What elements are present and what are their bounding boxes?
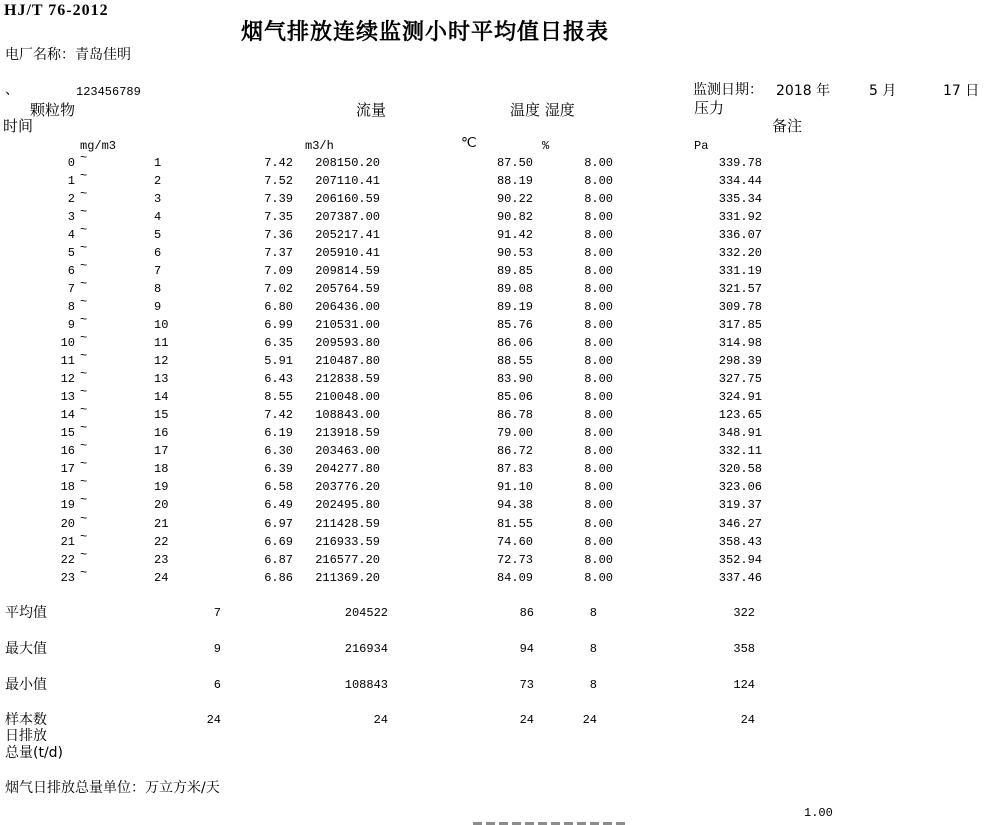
column-header-remark: 备注 <box>772 117 803 135</box>
daily-emission-label-line2: 总量(t/d) <box>5 745 64 761</box>
summary-pressure: 358 <box>733 642 755 656</box>
humidity-value: 8.00 <box>584 372 613 387</box>
table-row <box>0 331 993 352</box>
tilde-separator: ~ <box>80 511 88 526</box>
flow-value: 108843.00 <box>315 408 380 423</box>
temperature-value: 90.22 <box>496 191 533 206</box>
temperature-value: 85.76 <box>496 317 533 332</box>
humidity-value: 8.00 <box>584 570 613 585</box>
table-row <box>0 439 993 460</box>
table-row <box>0 475 993 496</box>
humidity-value: 8.00 <box>584 462 613 477</box>
particulate-value: 6.30 <box>264 444 293 459</box>
table-row <box>0 547 993 569</box>
summary-row <box>0 677 993 693</box>
particulate-value: 7.52 <box>264 173 293 188</box>
tilde-separator: ~ <box>80 421 88 436</box>
column-header-flow: 流量 <box>356 101 387 119</box>
table-row <box>0 565 993 587</box>
hour-start: 9 <box>67 317 75 332</box>
flow-value: 209593.80 <box>315 336 380 350</box>
hour-end: 14 <box>154 390 169 405</box>
plant-name-value: 青岛佳明 <box>75 47 131 63</box>
flow-value: 203463.00 <box>315 444 380 459</box>
table-row <box>0 240 993 262</box>
emission-unit-note: 烟气日排放总量单位：万立方米/天 <box>5 780 220 796</box>
humidity-value: 8.00 <box>584 354 613 369</box>
tilde-separator: ~ <box>80 150 88 165</box>
monitor-date-year: 2018 年 <box>776 83 831 99</box>
tilde-separator: ~ <box>80 493 88 508</box>
hour-start: 6 <box>67 263 75 278</box>
serial-number: 123456789 <box>76 85 141 99</box>
pressure-value: 321.57 <box>718 281 762 296</box>
monitor-date-month: 5 月 <box>869 83 897 99</box>
particulate-value: 7.35 <box>264 209 293 224</box>
column-header-temp-humidity: 温度 湿度 <box>510 101 575 119</box>
flow-value: 212838.59 <box>315 372 380 387</box>
hour-end: 24 <box>154 570 169 585</box>
summary-temperature: 24 <box>519 713 534 727</box>
humidity-value: 8.00 <box>584 281 613 296</box>
humidity-value: 8.00 <box>584 444 613 459</box>
pressure-value: 323.06 <box>718 480 762 495</box>
summary-flow: 204522 <box>344 606 388 620</box>
hour-start: 4 <box>67 227 75 242</box>
pressure-value: 334.44 <box>718 173 762 188</box>
particulate-value: 5.91 <box>264 354 293 369</box>
summary-flow: 108843 <box>344 678 388 692</box>
summary-temperature: 86 <box>519 606 534 620</box>
humidity-value: 8.00 <box>584 498 613 513</box>
tilde-separator: ~ <box>80 349 88 364</box>
hour-start: 21 <box>60 534 75 549</box>
plant-name-line <box>5 47 131 63</box>
hour-end: 23 <box>154 552 169 567</box>
flow-value: 205217.41 <box>315 227 380 242</box>
monitor-date-day: 17 日 <box>943 83 980 99</box>
hour-end: 8 <box>154 281 162 296</box>
flow-value: 205764.59 <box>315 281 380 296</box>
pressure-value: 332.20 <box>718 245 762 260</box>
pressure-value: 346.27 <box>718 516 762 531</box>
temperature-value: 86.72 <box>496 444 533 459</box>
table-row <box>0 186 993 208</box>
temperature-value: 87.50 <box>496 155 533 170</box>
tilde-separator: ~ <box>80 457 88 472</box>
temperature-value: 89.19 <box>496 299 533 314</box>
hour-end: 10 <box>154 317 169 332</box>
flow-value: 207110.41 <box>315 173 380 188</box>
table-row <box>0 349 993 370</box>
hour-start: 18 <box>60 480 75 495</box>
table-row <box>0 457 993 478</box>
hour-end: 20 <box>154 498 169 513</box>
column-header-pressure: 压力 <box>694 99 725 117</box>
humidity-value: 8.00 <box>584 408 613 423</box>
daily-emission-label-line1: 日排放 <box>5 728 47 744</box>
summary-row <box>0 712 993 728</box>
hour-end: 5 <box>154 227 162 242</box>
temperature-value: 86.06 <box>496 336 533 350</box>
temperature-value: 86.78 <box>496 408 533 423</box>
temperature-value: 85.06 <box>496 390 533 405</box>
scale-value: 1.00 <box>804 806 833 820</box>
hour-end: 2 <box>154 173 162 188</box>
table-row <box>0 168 993 190</box>
temperature-value: 88.55 <box>496 354 533 369</box>
report-title: 烟气排放连续监测小时平均值日报表 <box>240 20 609 45</box>
summary-temperature: 94 <box>519 642 534 656</box>
hour-start: 3 <box>67 209 75 224</box>
particulate-value: 6.43 <box>264 372 293 387</box>
pressure-value: 348.91 <box>718 426 762 441</box>
hour-end: 19 <box>154 480 169 495</box>
summary-humidity: 8 <box>589 678 597 692</box>
tilde-separator: ~ <box>80 331 88 345</box>
particulate-value: 6.87 <box>264 552 293 567</box>
hour-end: 15 <box>154 408 169 423</box>
hour-start: 23 <box>60 570 75 585</box>
summary-label: 样本数 <box>5 712 47 728</box>
temperature-value: 89.85 <box>496 263 533 278</box>
flow-value: 206436.00 <box>315 299 380 314</box>
pressure-value: 336.07 <box>718 227 762 242</box>
flow-value: 211428.59 <box>315 516 380 531</box>
pressure-value: 335.34 <box>718 191 762 206</box>
humidity-value: 8.00 <box>584 227 613 242</box>
tilde-separator: ~ <box>80 529 88 544</box>
table-row <box>0 421 993 442</box>
hour-end: 16 <box>154 426 169 441</box>
tilde-separator: ~ <box>80 312 88 327</box>
humidity-value: 8.00 <box>584 480 613 495</box>
temperature-value: 90.53 <box>496 245 533 260</box>
humidity-value: 8.00 <box>584 534 613 549</box>
tilde-separator: ~ <box>80 276 88 291</box>
unit-particulate: mg/m3 <box>80 139 117 153</box>
particulate-value: 6.39 <box>264 462 293 477</box>
tilde-separator: ~ <box>80 186 88 201</box>
pressure-value: 358.43 <box>718 534 762 549</box>
hour-end: 7 <box>154 263 162 278</box>
summary-row <box>0 641 993 657</box>
flow-value: 207387.00 <box>315 209 380 224</box>
humidity-value: 8.00 <box>584 390 613 405</box>
hour-start: 2 <box>67 191 75 206</box>
particulate-value: 7.42 <box>264 408 293 423</box>
list-mark: 、 <box>5 82 19 98</box>
humidity-value: 8.00 <box>584 191 613 206</box>
table-row <box>0 222 993 244</box>
temperature-value: 72.73 <box>496 552 533 567</box>
hour-end: 18 <box>154 462 169 477</box>
hour-start: 10 <box>60 336 75 350</box>
pressure-value: 337.46 <box>718 570 762 585</box>
summary-humidity: 24 <box>582 713 597 727</box>
unit-humidity: % <box>542 139 550 153</box>
hour-start: 0 <box>67 155 75 170</box>
flow-value: 205910.41 <box>315 245 380 260</box>
particulate-value: 6.99 <box>264 317 293 332</box>
plant-name-label: 电厂名称： <box>5 47 75 63</box>
temperature-value: 88.19 <box>496 173 533 188</box>
tilde-separator: ~ <box>80 439 88 454</box>
hour-start: 22 <box>60 552 75 567</box>
tilde-separator: ~ <box>80 240 88 255</box>
column-header-time: 时间 <box>3 117 34 135</box>
table-row <box>0 385 993 406</box>
hour-end: 9 <box>154 299 162 314</box>
particulate-value: 6.35 <box>264 336 293 350</box>
humidity-value: 8.00 <box>584 173 613 188</box>
pressure-value: 298.39 <box>718 354 762 369</box>
summary-particulate: 7 <box>213 606 221 620</box>
table-row <box>0 312 993 334</box>
particulate-value: 7.42 <box>264 155 293 170</box>
particulate-value: 6.86 <box>264 570 293 585</box>
hour-start: 20 <box>60 516 75 531</box>
hour-start: 1 <box>67 173 75 188</box>
summary-label: 最大值 <box>5 641 47 657</box>
tilde-separator: ~ <box>80 565 88 580</box>
table-row <box>0 529 993 551</box>
table-row <box>0 511 993 533</box>
monitor-date-label: 监测日期： <box>693 82 763 98</box>
pressure-value: 309.78 <box>718 299 762 314</box>
summary-pressure: 124 <box>733 678 755 692</box>
tilde-separator: ~ <box>80 547 88 562</box>
pressure-value: 324.91 <box>718 390 762 405</box>
hour-start: 15 <box>60 426 75 441</box>
summary-humidity: 8 <box>589 606 597 620</box>
particulate-value: 6.80 <box>264 299 293 314</box>
hour-end: 1 <box>154 155 162 170</box>
column-header-particulate: 颗粒物 <box>30 101 76 119</box>
summary-pressure: 24 <box>740 713 755 727</box>
pressure-value: 123.65 <box>718 408 762 423</box>
hour-start: 7 <box>67 281 75 296</box>
table-row <box>0 294 993 316</box>
table-row <box>0 403 993 424</box>
humidity-value: 8.00 <box>584 299 613 314</box>
hour-start: 17 <box>60 462 75 477</box>
table-row <box>0 204 993 226</box>
pressure-value: 331.19 <box>718 263 762 278</box>
summary-particulate: 9 <box>213 642 221 656</box>
table-row <box>0 150 993 172</box>
tilde-separator: ~ <box>80 204 88 219</box>
hour-end: 3 <box>154 191 162 206</box>
hour-end: 11 <box>154 336 169 350</box>
particulate-value: 6.49 <box>264 498 293 513</box>
flow-value: 211369.20 <box>315 570 380 585</box>
hour-start: 16 <box>60 444 75 459</box>
unit-pressure: Pa <box>694 139 709 153</box>
tilde-separator: ~ <box>80 367 88 382</box>
summary-particulate: 24 <box>206 713 221 727</box>
standard-number: HJ/T 76-2012 <box>4 2 109 19</box>
particulate-value: 7.37 <box>264 245 293 260</box>
unit-flow: m3/h <box>305 139 334 153</box>
hour-end: 6 <box>154 245 162 260</box>
pressure-value: 331.92 <box>718 209 762 224</box>
flow-value: 202495.80 <box>315 498 380 513</box>
tilde-separator: ~ <box>80 385 88 400</box>
summary-humidity: 8 <box>589 642 597 656</box>
particulate-value: 6.19 <box>264 426 293 441</box>
flow-value: 210048.00 <box>315 390 380 405</box>
pressure-value: 352.94 <box>718 552 762 567</box>
flow-value: 213918.59 <box>315 426 380 441</box>
humidity-value: 8.00 <box>584 155 613 170</box>
hour-start: 8 <box>67 299 75 314</box>
particulate-value: 6.58 <box>264 480 293 495</box>
flow-value: 206160.59 <box>315 191 380 206</box>
hour-start: 12 <box>60 372 75 387</box>
temperature-value: 81.55 <box>496 516 533 531</box>
particulate-value: 6.97 <box>264 516 293 531</box>
temperature-value: 89.08 <box>496 281 533 296</box>
temperature-value: 74.60 <box>496 534 533 549</box>
flow-value: 208150.20 <box>315 155 380 170</box>
particulate-value: 8.55 <box>264 390 293 405</box>
humidity-value: 8.00 <box>584 245 613 260</box>
hour-end: 12 <box>154 354 169 369</box>
table-row <box>0 258 993 280</box>
pressure-value: 327.75 <box>718 372 762 387</box>
particulate-value: 6.69 <box>264 534 293 549</box>
pressure-value: 319.37 <box>718 498 762 513</box>
summary-flow: 24 <box>373 713 388 727</box>
hour-end: 13 <box>154 372 169 387</box>
tilde-separator: ~ <box>80 258 88 273</box>
pressure-value: 332.11 <box>718 444 762 459</box>
particulate-value: 7.39 <box>264 191 293 206</box>
pressure-value: 314.98 <box>718 336 762 350</box>
particulate-value: 7.09 <box>264 263 293 278</box>
temperature-value: 87.83 <box>496 462 533 477</box>
summary-label: 最小值 <box>5 677 47 693</box>
summary-temperature: 73 <box>519 678 534 692</box>
flow-value: 203776.20 <box>315 480 380 495</box>
particulate-value: 7.02 <box>264 281 293 296</box>
hour-start: 5 <box>67 245 75 260</box>
hour-start: 19 <box>60 498 75 513</box>
temperature-value: 79.00 <box>496 426 533 441</box>
hour-start: 14 <box>60 408 75 423</box>
temperature-value: 83.90 <box>496 372 533 387</box>
summary-pressure: 322 <box>733 606 755 620</box>
hour-end: 17 <box>154 444 169 459</box>
hour-start: 11 <box>60 354 75 369</box>
flow-value: 210531.00 <box>315 317 380 332</box>
temperature-value: 94.38 <box>496 498 533 513</box>
pressure-value: 317.85 <box>718 317 762 332</box>
hour-end: 4 <box>154 209 162 224</box>
temperature-value: 84.09 <box>496 570 533 585</box>
pressure-value: 339.78 <box>718 155 762 170</box>
flow-value: 204277.80 <box>315 462 380 477</box>
summary-particulate: 6 <box>213 678 221 692</box>
hour-end: 21 <box>154 516 169 531</box>
temperature-value: 91.10 <box>496 480 533 495</box>
tilde-separator: ~ <box>80 294 88 309</box>
summary-label: 平均值 <box>5 605 47 621</box>
tilde-separator: ~ <box>80 475 88 490</box>
flow-value: 210487.80 <box>315 354 380 369</box>
humidity-value: 8.00 <box>584 552 613 567</box>
flow-value: 209814.59 <box>315 263 380 278</box>
flow-value: 216577.20 <box>315 552 380 567</box>
tilde-separator: ~ <box>80 168 88 183</box>
summary-row <box>0 605 993 621</box>
pressure-value: 320.58 <box>718 462 762 477</box>
table-row <box>0 367 993 388</box>
humidity-value: 8.00 <box>584 426 613 441</box>
flow-value: 216933.59 <box>315 534 380 549</box>
temperature-value: 91.42 <box>496 227 533 242</box>
humidity-value: 8.00 <box>584 516 613 531</box>
temperature-value: 90.82 <box>496 209 533 224</box>
tilde-separator: ~ <box>80 403 88 418</box>
tilde-separator: ~ <box>80 222 88 237</box>
humidity-value: 8.00 <box>584 209 613 224</box>
hour-start: 13 <box>60 390 75 405</box>
hour-end: 22 <box>154 534 169 549</box>
unit-temperature: ℃ <box>461 136 477 152</box>
humidity-value: 8.00 <box>584 317 613 332</box>
summary-flow: 216934 <box>344 642 388 656</box>
humidity-value: 8.00 <box>584 336 613 350</box>
table-row <box>0 493 993 514</box>
table-row <box>0 276 993 298</box>
particulate-value: 7.36 <box>264 227 293 242</box>
humidity-value: 8.00 <box>584 263 613 278</box>
